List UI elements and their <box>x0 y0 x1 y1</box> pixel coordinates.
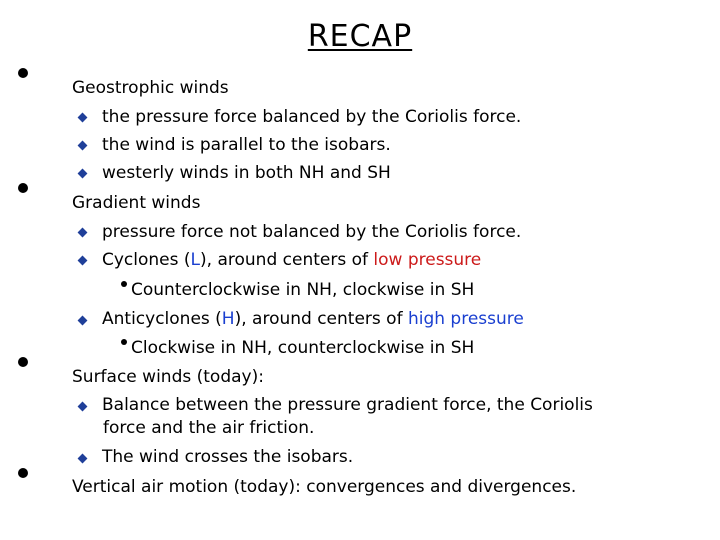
item-vertical: Vertical air motion (today): convergences and divergences. <box>72 477 577 497</box>
subitem-anticyclones <box>102 309 524 329</box>
subitem-surface-1a: Balance between the pressure gradient force, the Coriolis <box>102 395 593 415</box>
letter-H: H <box>221 309 235 329</box>
bullet-vertical <box>18 468 28 478</box>
text-part: Cyclones ( <box>102 250 191 270</box>
subitem-geo-1: the pressure force balanced by the Coriolis force. <box>102 107 522 127</box>
text-part: ), around centers of <box>234 309 408 329</box>
diamond-bullet <box>78 141 88 151</box>
slide-title-text: RECAP <box>307 19 413 54</box>
text-part: ), around centers of <box>200 250 374 270</box>
subitem-surface-1b: force and the air friction. <box>103 418 315 438</box>
subitem-cyclones <box>102 250 481 270</box>
subitem-grad-1: pressure force not balanced by the Coriolis force. <box>102 222 522 242</box>
diamond-bullet <box>78 169 88 179</box>
small-bullet <box>121 339 127 345</box>
diamond-bullet <box>78 316 88 326</box>
diamond-bullet <box>78 228 88 238</box>
item-surface: Surface winds (today): <box>72 367 264 387</box>
text-part: Anticyclones ( <box>102 309 222 329</box>
bullet-geostrophic <box>18 68 28 78</box>
low-pressure-text: low pressure <box>373 250 482 270</box>
item-geostrophic: Geostrophic winds <box>72 78 229 98</box>
item-gradient: Gradient winds <box>72 193 201 213</box>
diamond-bullet <box>78 256 88 266</box>
high-pressure-text: high pressure <box>407 309 524 329</box>
subitem-geo-2: the wind is parallel to the isobars. <box>102 135 391 155</box>
subsub-cyclones: Counterclockwise in NH, clockwise in SH <box>131 280 475 300</box>
diamond-bullet <box>78 454 88 464</box>
subsub-anticyclones: Clockwise in NH, counterclockwise in SH <box>131 338 475 358</box>
small-bullet <box>121 281 127 287</box>
diamond-bullet <box>78 113 88 123</box>
subitem-geo-3: westerly winds in both NH and SH <box>102 163 391 183</box>
letter-L: L <box>190 250 201 270</box>
diamond-bullet <box>78 402 88 412</box>
bullet-surface <box>18 357 28 367</box>
slide-title <box>0 19 720 54</box>
subitem-surface-2: The wind crosses the isobars. <box>102 447 354 467</box>
bullet-gradient <box>18 183 28 193</box>
